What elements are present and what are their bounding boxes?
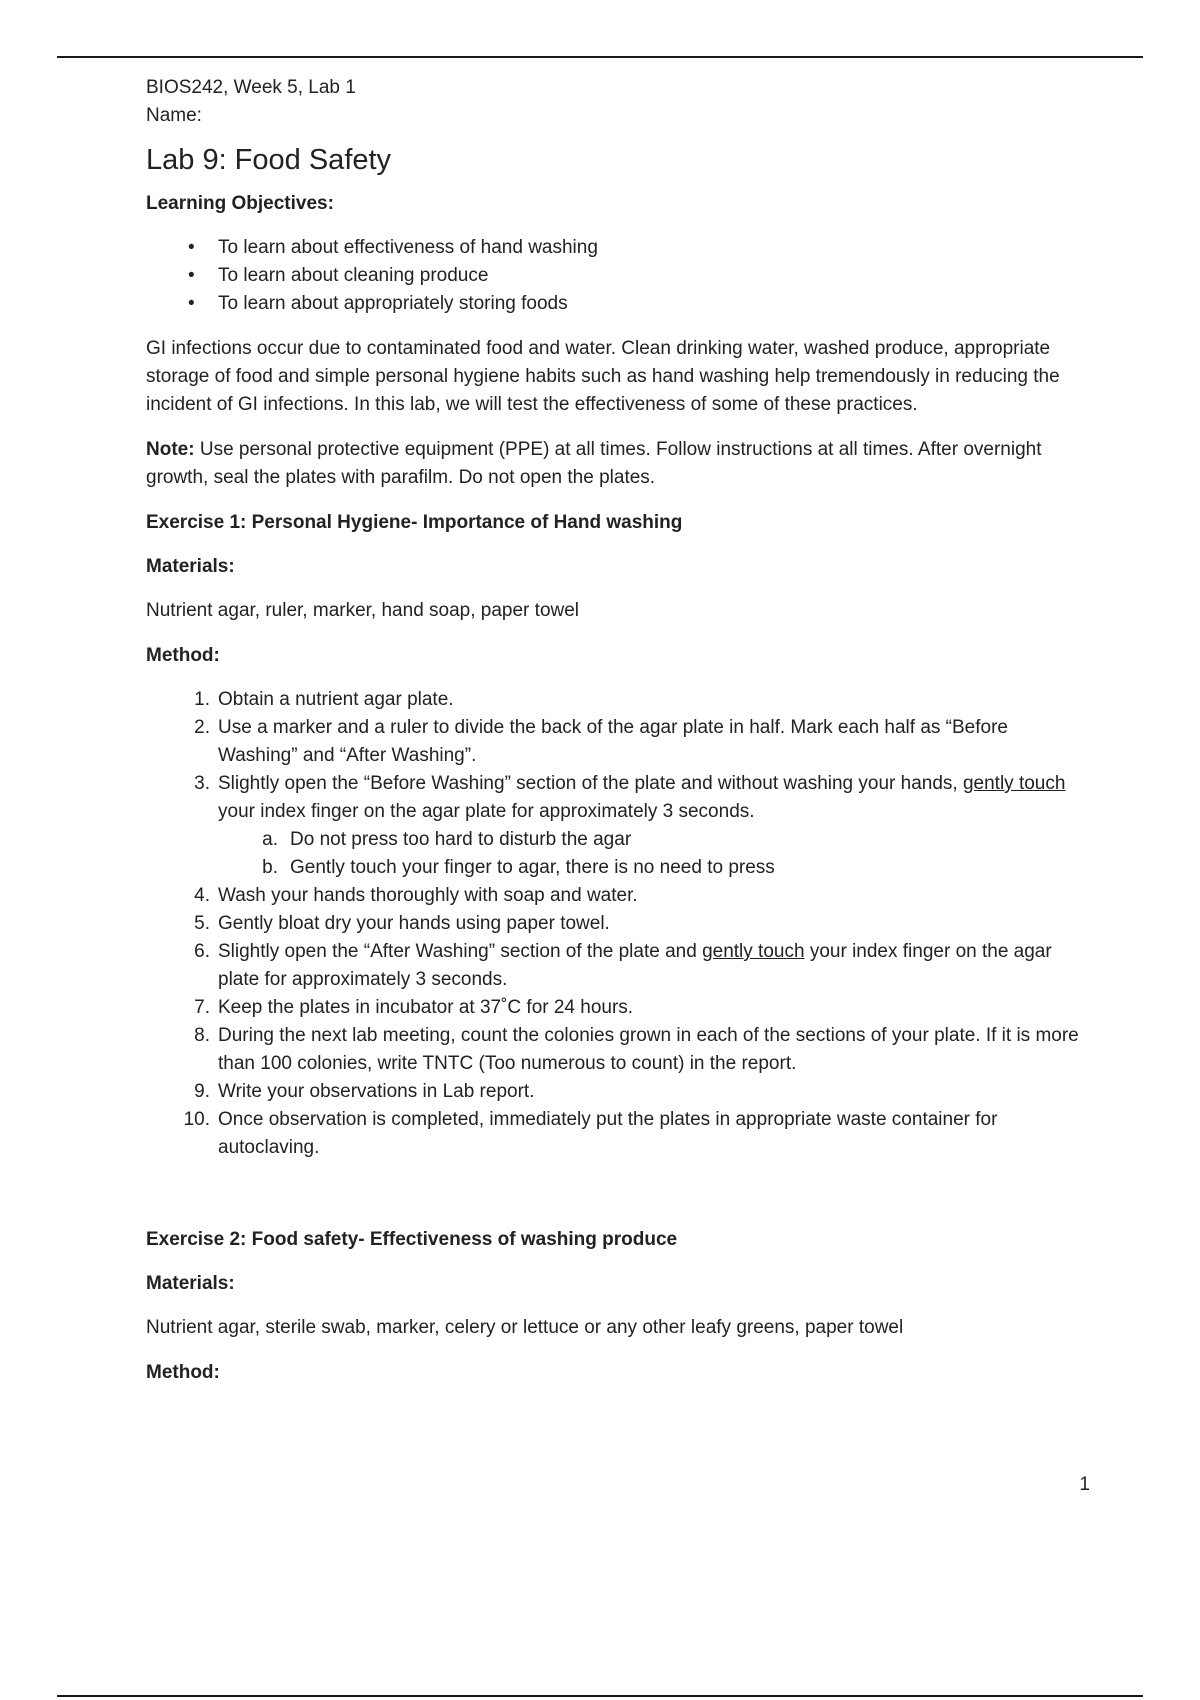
exercise2-heading: Exercise 2: Food safety- Effectiveness of washing produce [146, 1229, 678, 1250]
step-text-post: your index finger on the agar plate for approximately 3 seconds. [218, 801, 755, 822]
note-label: Note: [146, 439, 195, 460]
step-number: 1. [194, 689, 210, 710]
substep-text: Do not press too hard to disturb the agar [290, 829, 632, 850]
list-item [194, 1078, 1086, 1106]
step-text-underlined: gently touch [702, 941, 805, 962]
substep-text: Gently touch your finger to agar, there is no need to press [290, 857, 775, 878]
step-number: 2. [194, 717, 210, 738]
section-spacer [146, 1162, 1086, 1226]
step-number: 6. [194, 941, 210, 962]
objectives-list [146, 234, 1086, 318]
course-line: BIOS242, Week 5, Lab 1 [146, 77, 356, 98]
step-text: Gently bloat dry your hands using paper towel. [218, 913, 610, 934]
header-rule [57, 56, 1143, 58]
list-item [194, 770, 1086, 882]
bullet-icon: • [188, 237, 195, 258]
step-text: During the next lab meeting, count the colonies grown in each of the sections of your plate. If it is more than 100 colonies, write TNTC (Too numerous to count) in the report. [218, 1025, 1079, 1074]
step-number: 5. [194, 913, 210, 934]
exercise1-heading: Exercise 1: Personal Hygiene- Importance of Hand washing [146, 512, 683, 533]
step-text-pre: Slightly open the “Before Washing” section of the plate and without washing your hands, [218, 773, 963, 794]
substep-letter: a. [262, 829, 278, 850]
list-item [194, 686, 1086, 714]
name-line: Name: [146, 105, 202, 126]
step-number: 3. [194, 773, 210, 794]
step3-substeps [218, 826, 1086, 882]
list-item [194, 910, 1086, 938]
objective-text: To learn about cleaning produce [218, 265, 489, 286]
list-item [188, 290, 1086, 318]
footer-rule [57, 1695, 1143, 1697]
step-text-pre: Slightly open the “After Washing” section of the plate and [218, 941, 703, 962]
exercise1-materials-heading: Materials: [146, 556, 235, 577]
step-number: 7. [194, 997, 210, 1018]
exercise1-materials: Nutrient agar, ruler, marker, hand soap, paper towel [146, 600, 580, 621]
step-text: Once observation is completed, immediately put the plates in appropriate waste container for autoclaving. [218, 1109, 998, 1158]
note-text: Use personal protective equipment (PPE) at all times. Follow instructions at all times. After overnight growth, seal the plates with parafilm. Do not open the plates. [146, 439, 1042, 488]
list-item [188, 262, 1086, 290]
list-item [194, 1022, 1086, 1078]
step-number: 9. [194, 1081, 210, 1102]
step-text: Wash your hands thoroughly with soap and water. [218, 885, 638, 906]
page-title: Lab 9: Food Safety [146, 144, 392, 176]
step-text-underlined: gently touch [962, 773, 1066, 794]
step-number: 4. [194, 885, 210, 906]
objective-text: To learn about effectiveness of hand washing [218, 237, 598, 258]
step-text: Obtain a nutrient agar plate. [218, 689, 454, 710]
list-item [194, 882, 1086, 910]
bullet-icon: • [188, 293, 195, 314]
exercise2-method-heading: Method: [146, 1362, 220, 1383]
list-item [194, 994, 1086, 1022]
list-item [194, 938, 1086, 994]
list-item [188, 234, 1086, 262]
document-page [146, 74, 1086, 1403]
step-text-post: your index finger on the agar plate for approximately 3 seconds. [218, 941, 1052, 990]
list-item [262, 826, 1086, 854]
list-item [194, 714, 1086, 770]
exercise2-materials: Nutrient agar, sterile swab, marker, celery or lettuce or any other leafy greens, paper towel [146, 1317, 904, 1338]
bullet-icon: • [188, 265, 195, 286]
exercise2-materials-heading: Materials: [146, 1273, 235, 1294]
exercise1-steps [146, 686, 1086, 1162]
step-text: Use a marker and a ruler to divide the back of the agar plate in half. Mark each half as “Before Washing” and “After Washing”. [218, 717, 1008, 766]
page-number: 1 [1079, 1474, 1090, 1495]
intro-paragraph: GI infections occur due to contaminated food and water. Clean drinking water, washed produce, appropriate storage of food and simple personal hygiene habits such as hand washing help tremendously in reducing the incident of GI infections. In this lab, we will test the effectiveness of some of these practices. [146, 338, 1060, 415]
list-item [183, 1106, 1086, 1162]
step-text: Keep the plates in incubator at 37˚C for 24 hours. [218, 997, 634, 1018]
step-number: 8. [194, 1025, 210, 1046]
list-item [262, 854, 1086, 882]
exercise1-method-heading: Method: [146, 645, 220, 666]
note-paragraph [146, 436, 1086, 492]
substep-letter: b. [262, 857, 278, 878]
step-text: Write your observations in Lab report. [218, 1081, 535, 1102]
objectives-heading: Learning Objectives: [146, 193, 334, 214]
objective-text: To learn about appropriately storing foods [218, 293, 568, 314]
step-number: 10. [183, 1109, 210, 1130]
